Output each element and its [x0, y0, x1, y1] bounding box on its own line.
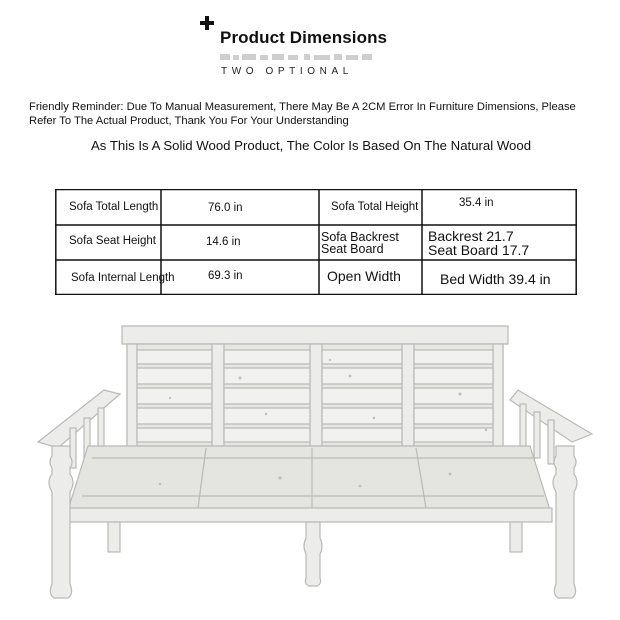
wood-color-note: As This Is A Solid Wood Product, The Color Is Based On The Natural Wood	[91, 138, 532, 153]
faint-watermark-text	[220, 53, 380, 61]
page-subtitle: TWO OPTIONAL	[221, 66, 353, 77]
seat-height-label: Sofa Seat Height	[69, 235, 156, 247]
front-rail	[66, 508, 552, 522]
back-stile-right	[493, 344, 503, 448]
backrest-value-line-2: Seat Board 17.7	[428, 242, 530, 258]
backrest-label	[321, 231, 399, 255]
total-length-value: 76.0 in	[208, 202, 243, 214]
left-armrest	[38, 390, 120, 448]
internal-length-value: 69.3 in	[208, 270, 243, 282]
front-right-leg	[553, 446, 577, 598]
rear-right-leg	[510, 522, 522, 552]
page-title: Product Dimensions	[220, 28, 388, 47]
bed-width-value: Bed Width 39.4 in	[440, 271, 551, 287]
backrest-value-line-1: Backrest 21.7	[428, 228, 514, 244]
front-left-leg	[49, 446, 73, 598]
total-length-label: Sofa Total Length	[69, 201, 159, 213]
total-height-label: Sofa Total Height	[331, 201, 419, 213]
total-height-value: 35.4 in	[459, 197, 494, 209]
seat-board	[68, 446, 550, 510]
rear-left-leg	[108, 522, 120, 552]
sofa-product-image	[30, 318, 600, 618]
backrest-label-line-1: Sofa Backrest	[321, 230, 399, 244]
back-stile-3	[402, 344, 414, 446]
open-width-label: Open Width	[327, 268, 401, 284]
dimensions-table	[55, 189, 577, 295]
internal-length-label: Sofa Internal Length	[71, 272, 175, 284]
plus-icon	[200, 16, 214, 30]
middle-leg	[304, 522, 322, 586]
back-stile-left	[127, 344, 137, 448]
back-stile-1	[212, 344, 224, 446]
backrest-label-line-2: Seat Board	[321, 242, 384, 256]
seat-height-value: 14.6 in	[206, 236, 241, 248]
back-stile-2	[310, 344, 322, 446]
sofa-drawing	[38, 326, 592, 598]
reminder-text: Friendly Reminder: Due To Manual Measurement, There May Be A 2CM Error In Furniture Dimensions, Please Refer To The Actual Product, Thank You For Your Understanding	[29, 101, 576, 127]
backrest-value	[428, 229, 529, 257]
back-top-rail	[122, 326, 508, 344]
